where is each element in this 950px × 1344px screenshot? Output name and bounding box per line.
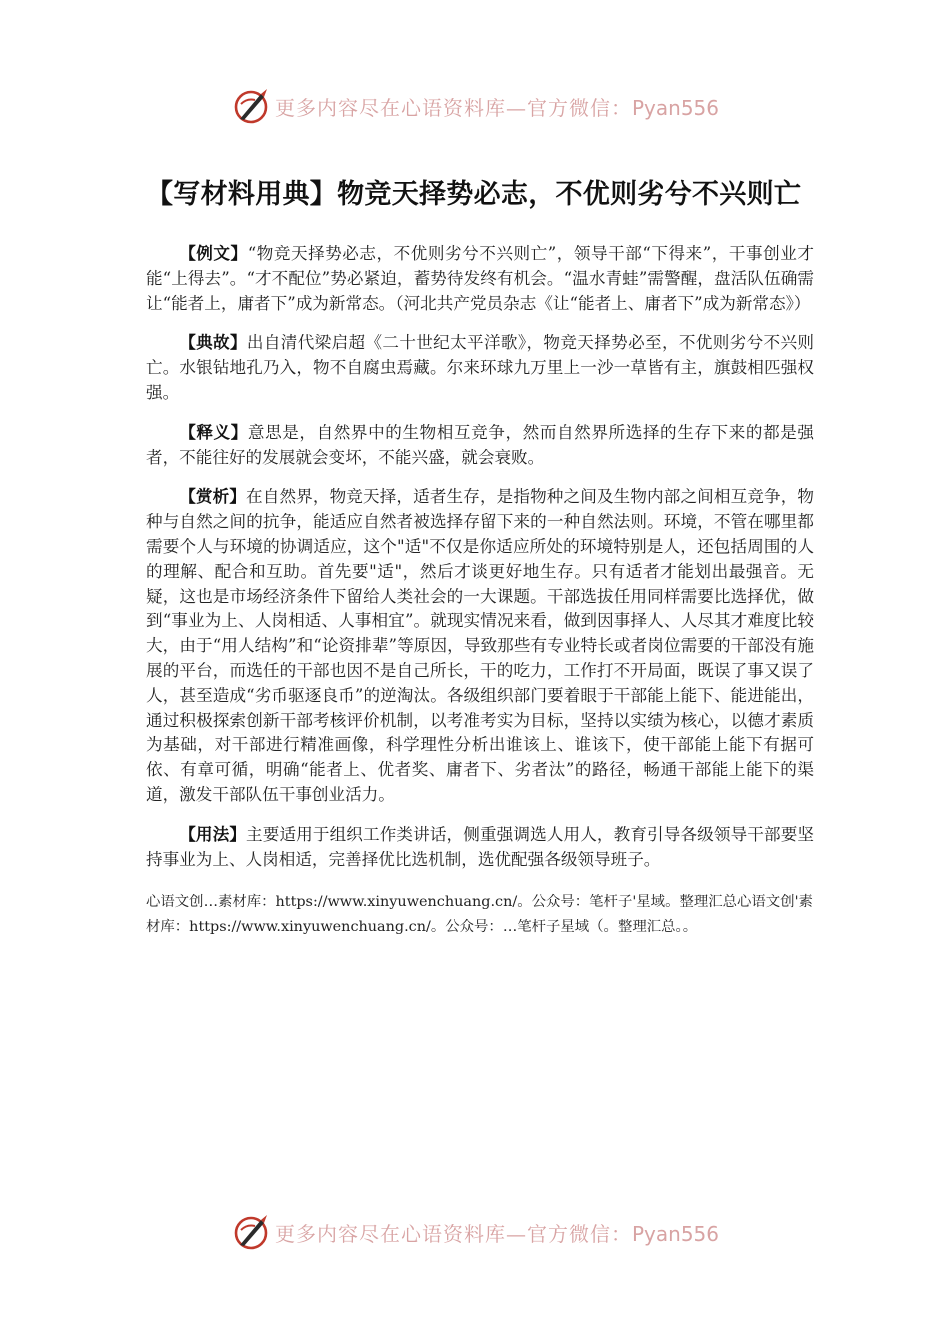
section-origin [146, 331, 814, 405]
section-tag: 【赏析】 [179, 487, 247, 507]
section-tag: 【用法】 [179, 824, 247, 844]
quill-logo-icon [231, 1212, 271, 1252]
section-analysis [146, 485, 814, 807]
banner-text: 更多内容尽在心语资料库—官方微信：Pyan556 [274, 1221, 719, 1246]
source-note: 心语文创…素材库：https://www.xinyuwenchuang.cn/。公众号：笔杆子'星域。整理汇总心语文创'素材库：https://www.xinyuwenchuang.cn/。公众号：…笔杆子星域（。整理汇总。。 [146, 894, 813, 935]
section-example [146, 242, 814, 316]
article [146, 172, 814, 939]
section-body: 在自然界，物竞天择，适者生存，是指物种之间及生物内部之间相互竞争，物种与自然之间的抗争，能适应自然者被选择存留下来的一种自然法则。环境，不管在哪里都需要个人与环境的协调适应，这个"适"不仅是你适应所处的环境特别是人，还包括周围的人的理解、配合和互助。首先要"适"，然后才谈更好地生存。只有适者才能划出最强音。无疑，这也是市场经济条件下留给人类社会的一大课题。干部选拔任用同样需要比选择优，做到“事业为上、人岗相适、人事相宜”。就现实情况来看，做到因事择人、人尽其才难度比较大，由于“用人结构”和“论资排辈”等原因，导致那些有专业特长或者岗位需要的干部没有施展的平台，而选任的干部也因不是自己所长，干的吃力，工作打不开局面，既误了事又误了人，甚至造成“劣币驱逐良币”的逆淘汰。各级组织部门要着眼于干部能上能下、能进能出，通过积极探索创新干部考核评价机制，以考准考实为目标，坚持以实绩为核心，以德才素质为基础，对干部进行精准画像，科学理性分析出谁该上、谁该下，使干部能上能下有据可依、有章可循，明确“能者上、优者奖、庸者下、劣者汰”的路径，畅通干部能上能下的渠道，激发干部队伍干事创业活力。 [146, 487, 815, 804]
section-tag: 【典故】 [179, 333, 247, 353]
section-tag: 【释义】 [179, 422, 248, 442]
section-body: 主要适用于组织工作类讲话，侧重强调选人用人，教育引导各级领导干部要坚持事业为上、人岗相适，完善择优比选机制，选优配强各级领导班子。 [146, 824, 815, 869]
footer-banner [0, 1210, 950, 1254]
section-body: 出自清代梁启超《二十世纪太平洋歌》，物竞天择势必至，不优则劣兮不兴则亡。水银钻地孔乃入，物不自腐虫焉藏。尔来环球九万里上一沙一草皆有主，旗鼓相匹强权强。 [146, 333, 814, 402]
header-banner [0, 84, 950, 128]
quill-logo-icon [231, 86, 271, 126]
wechat-id: Pyan556 [631, 95, 719, 120]
banner-text: 更多内容尽在心语资料库—官方微信：Pyan556 [274, 95, 719, 120]
wechat-id: Pyan556 [631, 1221, 719, 1246]
section-body: 意思是，自然界中的生物相互竞争，然而自然界所选择的生存下来的都是强者，不能往好的发展就会变坏，不能兴盛，就会衰败。 [146, 422, 815, 467]
section-usage [146, 823, 814, 873]
section-meaning [146, 421, 814, 471]
section-tag: 【例文】 [179, 244, 248, 263]
article-title: 【写材料用典】物竞天择势必志，不优则劣兮不兴则亡 [146, 179, 802, 210]
section-body: “物竞天择势必志，不优则劣兮不兴则亡”，领导干部“下得来”，干事创业才能“上得去”。“才不配位”势必紧迫，蓄势待发终有机会。“温水青蛙”需警醒，盘活队伍确需让“能者上，庸者下”成为新常态。（河北共产党员杂志《让“能者上、庸者下”成为新常态》） [146, 244, 815, 313]
